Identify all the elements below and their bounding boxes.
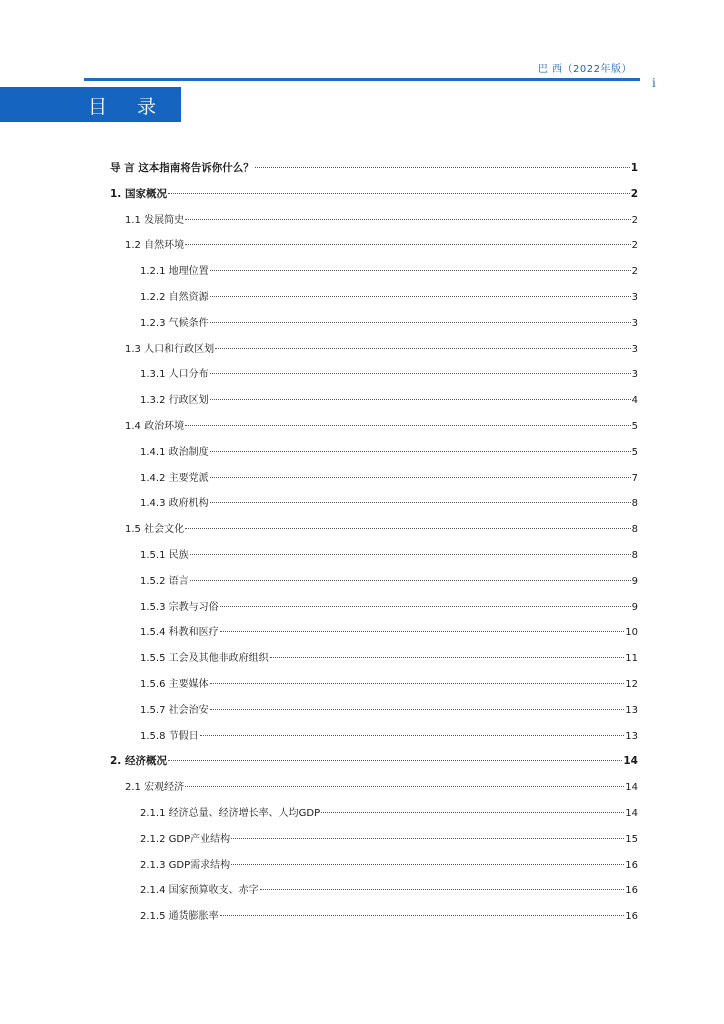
toc-entry[interactable] xyxy=(110,853,638,879)
toc-entry-page: 9 xyxy=(631,575,638,587)
toc-entry[interactable] xyxy=(110,775,638,801)
toc-entry-label: 1.5.4 科教和医疗 xyxy=(140,627,219,639)
toc-dot-leader xyxy=(210,322,631,323)
toc-entry[interactable] xyxy=(110,491,638,517)
toc-entry-label: 1.5.1 民族 xyxy=(140,549,189,561)
toc-dot-leader xyxy=(210,502,631,503)
toc-entry-page: 8 xyxy=(631,549,638,561)
toc-dot-leader xyxy=(210,709,625,710)
section-title: 目 录 xyxy=(88,96,169,118)
toc-entry-page: 1 xyxy=(630,162,638,174)
toc-entry-label: 1. 国家概况 xyxy=(110,187,167,200)
table-of-contents xyxy=(110,156,638,930)
toc-dot-leader xyxy=(168,760,622,761)
toc-dot-leader xyxy=(210,270,631,271)
toc-entry-page: 4 xyxy=(631,395,638,407)
toc-entry-label: 1.5.8 节假日 xyxy=(140,730,199,742)
running-header-title: 巴 西（2022年版） xyxy=(537,64,632,75)
toc-entry[interactable] xyxy=(110,749,638,775)
toc-entry-page: 16 xyxy=(625,885,638,897)
toc-entry-label: 1.4.2 主要党派 xyxy=(140,472,209,484)
toc-dot-leader xyxy=(215,348,631,349)
toc-entry[interactable] xyxy=(110,620,638,646)
toc-dot-leader xyxy=(220,606,631,607)
toc-dot-leader xyxy=(185,528,631,529)
toc-entry-page: 12 xyxy=(625,678,638,690)
toc-entry[interactable] xyxy=(110,569,638,595)
toc-dot-leader xyxy=(210,477,631,478)
toc-entry[interactable] xyxy=(110,285,638,311)
toc-entry-label: 1.4 政治环境 xyxy=(125,420,185,432)
toc-entry[interactable] xyxy=(110,904,638,930)
toc-dot-leader xyxy=(185,244,631,245)
toc-entry[interactable] xyxy=(110,517,638,543)
toc-dot-leader xyxy=(200,735,625,736)
toc-entry-label: 1.3 人口和行政区划 xyxy=(125,343,215,355)
toc-entry-page: 2 xyxy=(631,214,638,226)
toc-entry[interactable] xyxy=(110,724,638,750)
toc-entry-page: 9 xyxy=(631,601,638,613)
toc-dot-leader xyxy=(210,296,631,297)
toc-entry-page: 14 xyxy=(625,807,638,819)
toc-entry-label: 1.5.3 宗教与习俗 xyxy=(140,601,219,613)
toc-entry-label: 2.1.2 GDP产业结构 xyxy=(140,833,231,845)
toc-entry-page: 10 xyxy=(625,627,638,639)
toc-entry-label: 1.5 社会文化 xyxy=(125,524,185,536)
toc-entry-label: 1.5.6 主要媒体 xyxy=(140,678,209,690)
toc-entry-page: 14 xyxy=(625,782,638,794)
toc-dot-leader xyxy=(260,889,625,890)
toc-entry-label: 1.5.7 社会治安 xyxy=(140,704,209,716)
toc-entry-page: 11 xyxy=(625,653,638,665)
toc-entry-page: 8 xyxy=(631,524,638,536)
toc-dot-leader xyxy=(168,193,630,194)
toc-entry[interactable] xyxy=(110,646,638,672)
toc-entry-page: 8 xyxy=(631,498,638,510)
toc-entry-label: 2.1.1 经济总量、经济增长率、人均GDP xyxy=(140,807,321,819)
toc-dot-leader xyxy=(210,399,631,400)
toc-dot-leader xyxy=(231,838,624,839)
toc-entry-page: 3 xyxy=(631,343,638,355)
toc-dot-leader xyxy=(220,631,625,632)
toc-dot-leader xyxy=(210,451,631,452)
toc-entry-page: 15 xyxy=(625,833,638,845)
toc-entry-page: 16 xyxy=(625,911,638,923)
toc-dot-leader xyxy=(321,812,624,813)
toc-entry[interactable] xyxy=(110,801,638,827)
toc-dot-leader xyxy=(210,683,625,684)
toc-entry-label: 1.3.1 人口分布 xyxy=(140,369,209,381)
toc-entry-label: 1.5.2 语言 xyxy=(140,575,189,587)
toc-entry-label: 2. 经济概况 xyxy=(110,755,167,768)
toc-dot-leader xyxy=(270,657,625,658)
toc-entry[interactable] xyxy=(110,362,638,388)
toc-entry-page: 3 xyxy=(631,291,638,303)
toc-dot-leader xyxy=(190,580,631,581)
toc-entry-page: 2 xyxy=(631,240,638,252)
toc-dot-leader xyxy=(185,219,631,220)
header-rule xyxy=(84,78,640,81)
toc-dot-leader xyxy=(255,167,630,168)
toc-entry-label: 1.3.2 行政区划 xyxy=(140,395,209,407)
toc-entry-page: 3 xyxy=(631,369,638,381)
toc-dot-leader xyxy=(220,915,625,916)
toc-dot-leader xyxy=(185,425,631,426)
toc-entry[interactable] xyxy=(110,543,638,569)
toc-entry-label: 1.2.3 气候条件 xyxy=(140,317,209,329)
toc-entry-page: 13 xyxy=(625,704,638,716)
toc-entry-page: 3 xyxy=(631,317,638,329)
toc-entry[interactable] xyxy=(110,672,638,698)
toc-entry[interactable] xyxy=(110,414,638,440)
toc-entry-page: 5 xyxy=(631,446,638,458)
toc-entry[interactable] xyxy=(110,827,638,853)
toc-dot-leader xyxy=(185,786,624,787)
toc-entry-page: 14 xyxy=(623,755,638,768)
toc-entry-page: 2 xyxy=(630,187,638,200)
toc-entry[interactable] xyxy=(110,337,638,363)
toc-entry[interactable] xyxy=(110,698,638,724)
toc-entry-label: 1.4.3 政府机构 xyxy=(140,498,209,510)
toc-entry-page: 7 xyxy=(631,472,638,484)
toc-entry-label: 1.4.1 政治制度 xyxy=(140,446,209,458)
toc-entry-label: 2.1.3 GDP需求结构 xyxy=(140,859,231,871)
toc-entry-label: 1.2 自然环境 xyxy=(125,240,185,252)
toc-entry[interactable] xyxy=(110,208,638,234)
toc-entry[interactable] xyxy=(110,388,638,414)
toc-entry[interactable] xyxy=(110,311,638,337)
toc-entry-page: 16 xyxy=(625,859,638,871)
toc-dot-leader xyxy=(210,373,631,374)
toc-dot-leader xyxy=(231,864,624,865)
toc-entry[interactable] xyxy=(110,233,638,259)
toc-entry[interactable] xyxy=(110,878,638,904)
page-number: i xyxy=(652,76,656,91)
toc-dot-leader xyxy=(190,554,631,555)
toc-entry[interactable] xyxy=(110,259,638,285)
toc-entry[interactable] xyxy=(110,156,638,182)
toc-entry[interactable] xyxy=(110,182,638,208)
toc-entry-label: 1.1 发展简史 xyxy=(125,214,185,226)
toc-entry-page: 2 xyxy=(631,266,638,278)
toc-entry[interactable] xyxy=(110,440,638,466)
toc-entry-page: 5 xyxy=(631,420,638,432)
toc-entry-label: 2.1.4 国家预算收支、赤字 xyxy=(140,885,259,897)
toc-entry-label: 1.2.2 自然资源 xyxy=(140,291,209,303)
toc-entry-label: 2.1.5 通货膨胀率 xyxy=(140,911,219,923)
toc-entry-page: 13 xyxy=(625,730,638,742)
toc-entry-label: 1.2.1 地理位置 xyxy=(140,266,209,278)
toc-entry-label: 2.1 宏观经济 xyxy=(125,782,185,794)
toc-entry[interactable] xyxy=(110,466,638,492)
toc-entry-label: 1.5.5 工会及其他非政府组织 xyxy=(140,653,269,665)
toc-entry[interactable] xyxy=(110,595,638,621)
toc-entry-label: 导 言 这本指南将告诉你什么？ xyxy=(110,162,254,174)
